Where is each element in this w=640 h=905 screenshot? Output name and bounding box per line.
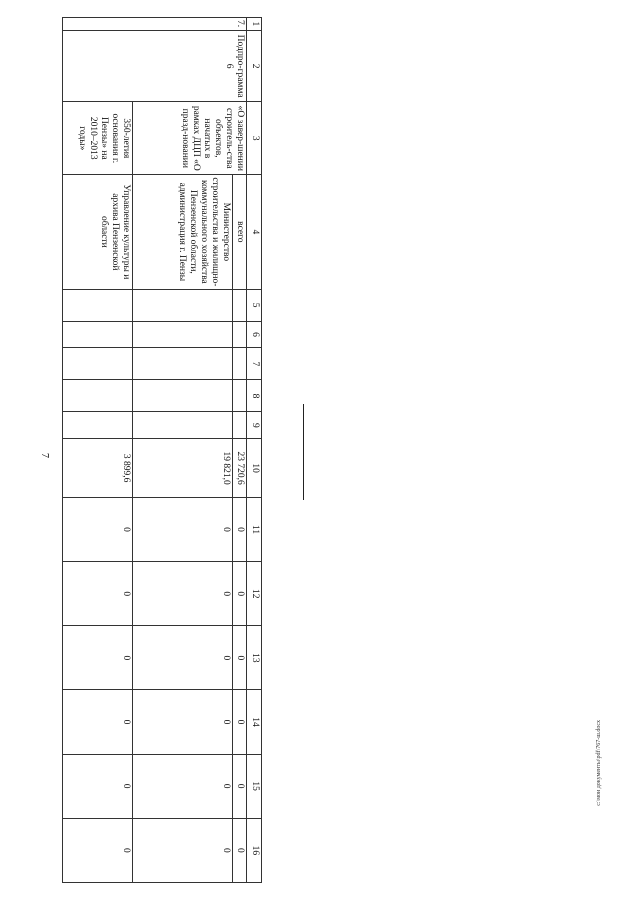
- column-header: 12: [247, 562, 262, 626]
- value-cell: 0: [63, 754, 133, 818]
- value-cell: 0: [133, 626, 233, 690]
- value-cell: 0: [63, 818, 133, 882]
- value-cell: 0: [233, 497, 247, 561]
- table-cell: [133, 380, 233, 412]
- column-header: 5: [247, 289, 262, 321]
- table-row-culture: [63, 18, 133, 883]
- value-cell: 0: [233, 818, 247, 882]
- value-cell: 23 720,6: [233, 439, 247, 498]
- value-cell: 0: [133, 818, 233, 882]
- value-cell: 0: [133, 497, 233, 561]
- column-header: 2: [247, 30, 262, 102]
- financing-table-wrapper: [62, 17, 262, 883]
- executor-cell: Министерство строительства и жилищно-коммунального хозяйства Пензенской области, администрация г. Пензы: [133, 175, 233, 289]
- value-cell: 0: [133, 690, 233, 754]
- column-header: 1: [247, 18, 262, 31]
- value-cell: 0: [233, 690, 247, 754]
- value-cell: 0: [233, 562, 247, 626]
- table-cell: [233, 321, 247, 348]
- value-cell: 0: [63, 562, 133, 626]
- value-cell: 19 821,0: [133, 439, 233, 498]
- value-cell: 0: [63, 626, 133, 690]
- table-cell: [233, 348, 247, 380]
- table-cell: [63, 380, 133, 412]
- table-cell: [63, 321, 133, 348]
- column-header: 13: [247, 626, 262, 690]
- table-cell: [133, 348, 233, 380]
- column-header: 6: [247, 321, 262, 348]
- value-cell: 0: [233, 754, 247, 818]
- separator-line: [303, 404, 304, 500]
- column-header: 8: [247, 380, 262, 412]
- column-header: 7: [247, 348, 262, 380]
- program-name-cell-a: «О завер-шении строитель-ства объектов, начатых в рамках ДЦП «О празд-новании: [133, 102, 247, 175]
- value-cell: 0: [133, 754, 233, 818]
- executor-cell: всего: [233, 175, 247, 289]
- table-cell: [133, 321, 233, 348]
- table-cell: [63, 412, 133, 439]
- column-header: 3: [247, 102, 262, 175]
- value-cell: 0: [133, 562, 233, 626]
- column-header: 10: [247, 439, 262, 498]
- table-cell: [233, 289, 247, 321]
- header-row: [247, 18, 262, 883]
- table-cell: [133, 412, 233, 439]
- row-number: 7.: [63, 18, 247, 31]
- program-name-cell-b: 350-летия основания г. Пензы» на 2010–2013 годы»: [63, 102, 133, 175]
- column-header: 4: [247, 175, 262, 289]
- table-cell: [63, 348, 133, 380]
- value-cell: 0: [63, 497, 133, 561]
- table-cell: [63, 289, 133, 321]
- financing-table: [62, 17, 262, 883]
- value-cell: 0: [233, 626, 247, 690]
- table-cell: [233, 412, 247, 439]
- table-cell: [233, 380, 247, 412]
- footer-file-path: c:\мои документы\pdf\767-ш.docx: [596, 720, 602, 806]
- subprogram-cell: Подпро-грамма 6: [63, 30, 247, 102]
- page-number: 7: [39, 453, 50, 458]
- column-header: 9: [247, 412, 262, 439]
- column-header: 15: [247, 754, 262, 818]
- column-header: 14: [247, 690, 262, 754]
- table-row-total: [233, 18, 247, 883]
- column-header: 16: [247, 818, 262, 882]
- value-cell: 0: [63, 690, 133, 754]
- value-cell: 3 899,6: [63, 439, 133, 498]
- table-cell: [133, 289, 233, 321]
- executor-cell: Управление культуры и архива Пензенской области: [63, 175, 133, 289]
- column-header: 11: [247, 497, 262, 561]
